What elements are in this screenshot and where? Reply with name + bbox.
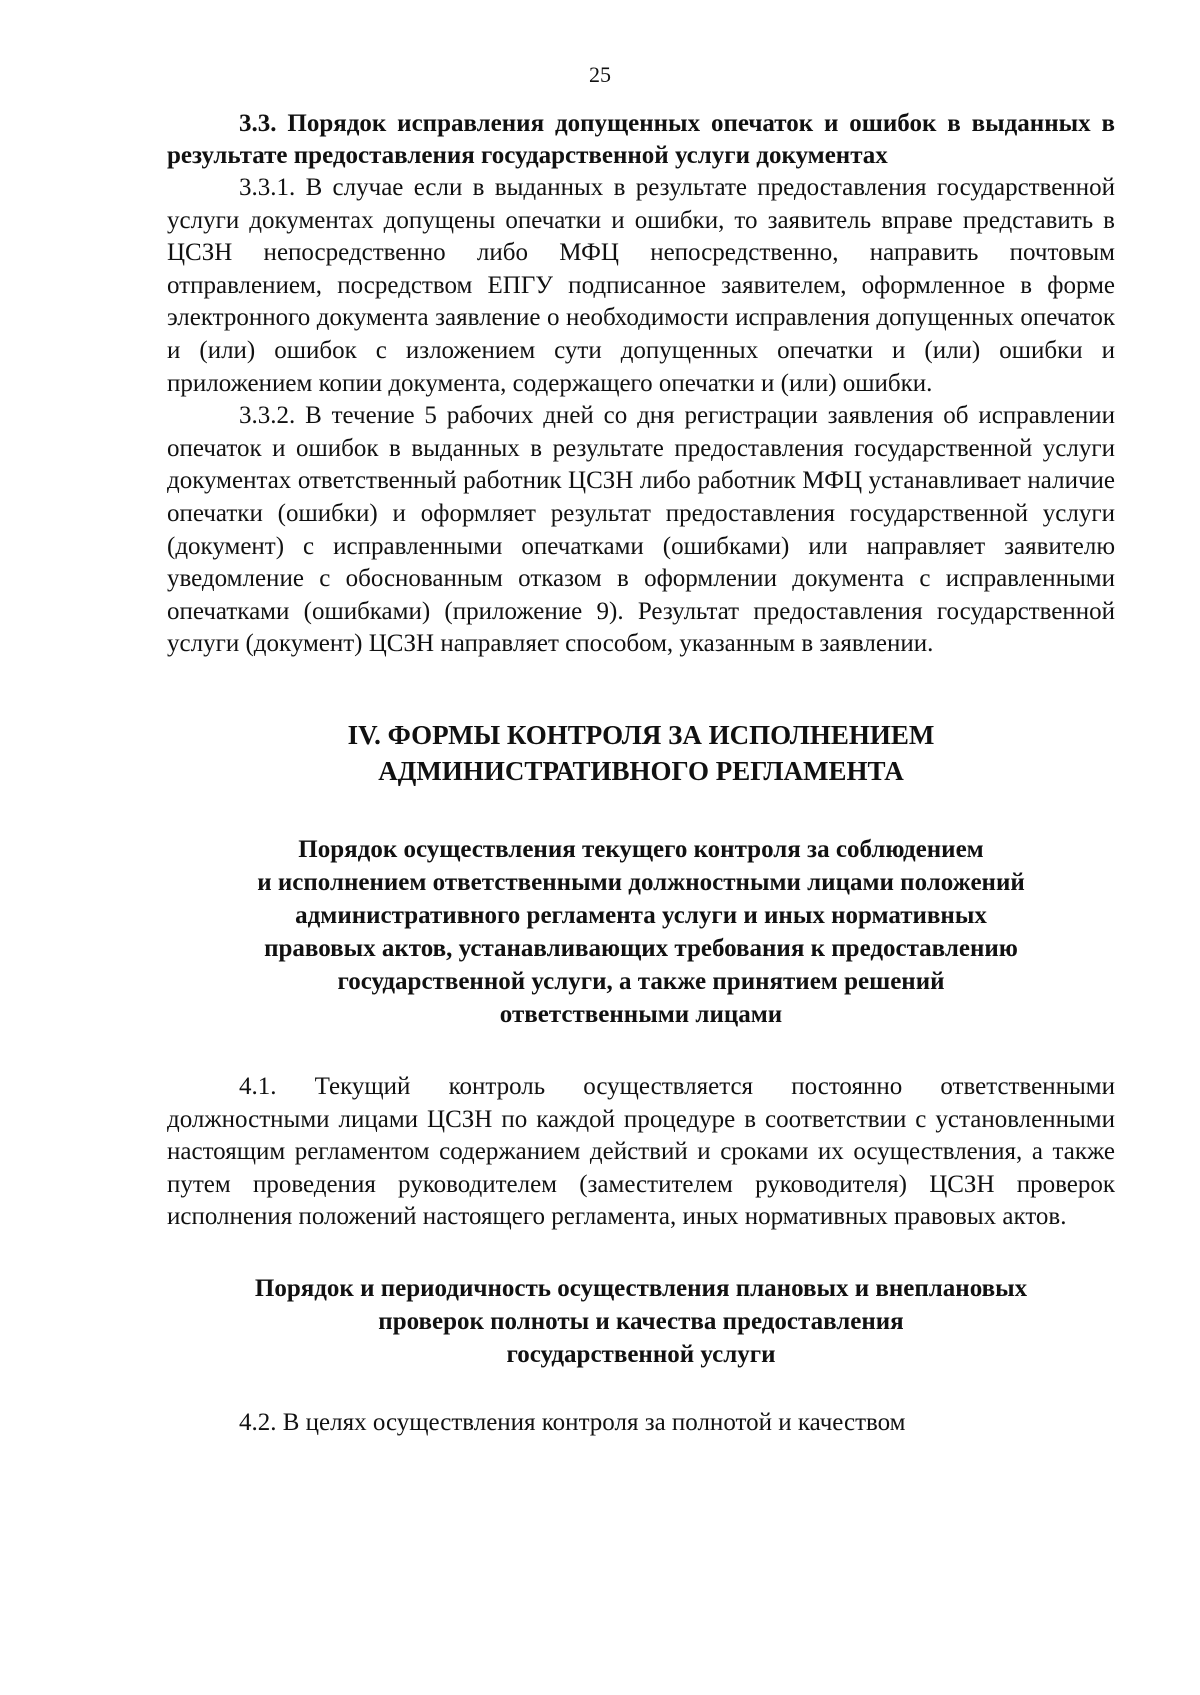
chapter-4-title-line-2: АДМИНИСТРАТИВНОГО РЕГЛАМЕНТА bbox=[378, 755, 904, 786]
chapter-4-title bbox=[167, 717, 1115, 789]
page-content bbox=[167, 108, 1115, 1439]
subsection-2-line-2: проверок полноты и качества предоставления bbox=[378, 1307, 904, 1335]
subsection-current-control-title bbox=[167, 833, 1115, 1031]
paragraph-4-1: 4.1. Текущий контроль осуществляется постоянно ответственными должностными лицами ЦСЗН по каждой процедуре в соответствии с установленными настоящим регламентом содержанием действий и сроками их осуществления, а также путем проведения руководителем (заместителем руководителя) ЦСЗН проверок исполнения положений настоящего регламента, иных нормативных правовых актов. bbox=[167, 1072, 1115, 1231]
page-number: 25 bbox=[589, 62, 611, 87]
paragraph-4-2: 4.2. В целях осуществления контроля за полнотой и качеством bbox=[239, 1408, 906, 1436]
subsection-1-line-6: ответственными лицами bbox=[499, 1000, 783, 1028]
subsection-1-line-3: административного регламента услуги и иных нормативных bbox=[295, 901, 987, 929]
subsection-inspections-title bbox=[167, 1272, 1115, 1371]
subsection-2-line-3: государственной услуги bbox=[506, 1340, 776, 1368]
subsection-1-line-4: правовых актов, устанавливающих требования к предоставлению bbox=[264, 934, 1018, 962]
paragraph-3-3-1: 3.3.1. В случае если в выданных в результате предоставления государственной услуги документах допущены опечатки и ошибки, то заявитель вправе представить в ЦСЗН непосредственно либо МФЦ непосредственно, направить почтовым отправлением, посредством ЕПГУ подписанное заявителем, оформленное в форме электронного документа заявление о необходимости исправления допущенных опечаток и (или) ошибок с изложением сути допущенных опечатки и (или) ошибки и приложением копии документа, содержащего опечатки и (или) ошибки. bbox=[167, 174, 1115, 397]
subsection-1-line-5: государственной услуги, а также принятием решений bbox=[337, 967, 945, 995]
subsection-2-line-1: Порядок и периодичность осуществления плановых и внеплановых bbox=[254, 1274, 1028, 1302]
subsection-1-line-2: и исполнением ответственными должностными лицами положений bbox=[257, 868, 1025, 896]
chapter-4-title-line-1: IV. ФОРМЫ КОНТРОЛЯ ЗА ИСПОЛНЕНИЕМ bbox=[347, 719, 935, 750]
paragraph-3-3-2: 3.3.2. В течение 5 рабочих дней со дня регистрации заявления об исправлении опечаток и ошибок в выданных в результате предоставления государственной услуги документах ответственный работник ЦСЗН либо работник МФЦ устанавливает наличие опечатки (ошибки) и оформляет результат предоставления государственной услуги (документ) с исправленными опечатками (ошибками) или направляет заявителю уведомление с обоснованным отказом в оформлении документа с исправленными опечатками (ошибками) (приложение 9). Результат предоставления государственной услуги (документ) ЦСЗН направляет способом, указанным в заявлении. bbox=[167, 402, 1115, 658]
subsection-1-line-1: Порядок осуществления текущего контроля за соблюдением bbox=[298, 835, 984, 863]
section-3-3-title: 3.3. Порядок исправления допущенных опечаток и ошибок в выданных в результате предоставления государственной услуги документах bbox=[167, 110, 1115, 169]
